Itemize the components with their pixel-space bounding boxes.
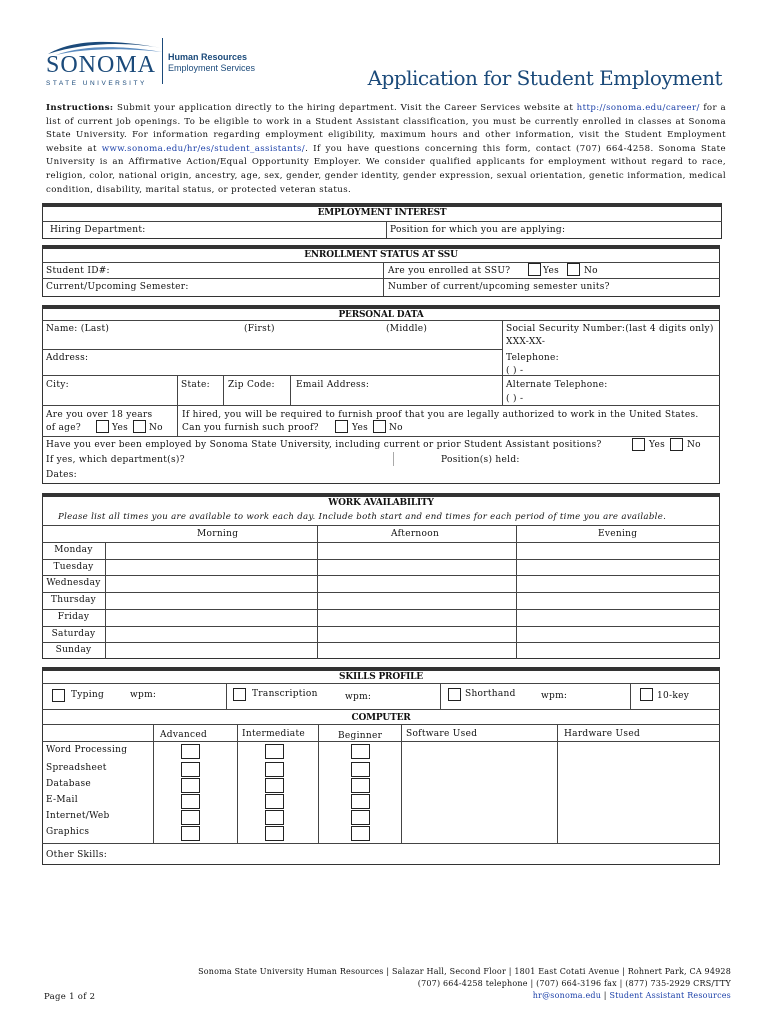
availability-slot-morning[interactable] bbox=[105, 559, 317, 576]
logo-sub: STATE UNIVERSITY bbox=[46, 80, 147, 87]
row-divider bbox=[42, 349, 502, 350]
email-field[interactable]: Email Address: bbox=[296, 380, 370, 390]
positions-held-field[interactable]: Position(s) held: bbox=[441, 455, 520, 465]
availability-slot-afternoon[interactable] bbox=[317, 609, 516, 626]
dates-field[interactable]: Dates: bbox=[46, 470, 77, 480]
availability-slot-afternoon[interactable] bbox=[317, 542, 516, 559]
day-label: Saturday bbox=[51, 628, 96, 639]
availability-slot-evening[interactable] bbox=[516, 592, 720, 609]
availability-slot-morning[interactable] bbox=[105, 642, 317, 659]
hiring-department-field[interactable]: Hiring Department: bbox=[50, 225, 146, 235]
day-label: Friday bbox=[57, 611, 90, 622]
availability-slot-evening[interactable] bbox=[516, 626, 720, 643]
skill-level-checkbox-advanced[interactable] bbox=[181, 810, 200, 825]
skill-level-checkbox-advanced[interactable] bbox=[181, 794, 200, 809]
row-divider bbox=[42, 525, 720, 526]
other-skills-field[interactable]: Other Skills: bbox=[46, 850, 108, 860]
dept-line-2: Employment Services bbox=[168, 63, 256, 73]
proof-text: If hired, you will be required to furnish proof that you are legally authorized to work in the United States. bbox=[182, 410, 699, 420]
student-employment-link[interactable]: www.sonoma.edu/hr/es/student_assistants/ bbox=[101, 143, 306, 154]
skill-level-checkbox-intermediate[interactable] bbox=[265, 794, 284, 809]
proof-no-label: No bbox=[389, 423, 403, 433]
over18-yes-checkbox[interactable] bbox=[96, 420, 109, 433]
employment-header: EMPLOYMENT INTEREST bbox=[317, 208, 447, 218]
dept-line-1: Human Resources bbox=[168, 52, 248, 62]
typing-label: Typing bbox=[71, 690, 105, 700]
alt-telephone-field[interactable]: ( ) - bbox=[506, 394, 524, 404]
units-field[interactable]: Number of current/upcoming semester units? bbox=[388, 282, 610, 292]
address-field[interactable]: Address: bbox=[46, 353, 89, 363]
student-assistant-resources-link[interactable]: Student Assistant Resources bbox=[609, 991, 731, 1000]
col-divider bbox=[440, 683, 441, 709]
col-divider bbox=[630, 683, 631, 709]
col-divider bbox=[226, 683, 227, 709]
availability-slot-evening[interactable] bbox=[516, 642, 720, 659]
enrolled-no-label: No bbox=[584, 266, 598, 276]
availability-slot-afternoon[interactable] bbox=[317, 626, 516, 643]
col-afternoon: Afternoon bbox=[391, 529, 440, 539]
employed-question: Have you ever been employed by Sonoma State University, including current or prior Student Assistant positions? bbox=[46, 440, 602, 450]
computer-skill-label: Database bbox=[46, 779, 92, 789]
software-used-header: Software Used bbox=[406, 729, 478, 739]
skill-level-checkbox-beginner[interactable] bbox=[351, 794, 370, 809]
transcription-checkbox[interactable] bbox=[233, 688, 246, 701]
col-divider bbox=[502, 320, 503, 405]
availability-slot-evening[interactable] bbox=[516, 575, 720, 592]
typing-wpm-field[interactable]: wpm: bbox=[130, 690, 157, 700]
level-beginner: Beginner bbox=[338, 731, 383, 741]
telephone-label: Telephone: bbox=[506, 353, 559, 363]
semester-field[interactable]: Current/Upcoming Semester: bbox=[46, 282, 189, 292]
row-divider bbox=[42, 405, 720, 406]
proof-yes-checkbox[interactable] bbox=[335, 420, 348, 433]
skill-level-checkbox-intermediate[interactable] bbox=[265, 762, 284, 777]
over18-no-label: No bbox=[149, 423, 163, 433]
employed-no-checkbox[interactable] bbox=[670, 438, 683, 451]
footer-links bbox=[198, 990, 731, 1002]
footer-phones: (707) 664-4258 telephone | (707) 664-3196 fax | (877) 735-2929 CRS/TTY bbox=[417, 979, 731, 988]
day-label: Sunday bbox=[55, 645, 92, 656]
skill-level-checkbox-beginner[interactable] bbox=[351, 744, 370, 759]
availability-slot-afternoon[interactable] bbox=[317, 592, 516, 609]
row-divider bbox=[42, 724, 720, 725]
availability-slot-evening[interactable] bbox=[516, 609, 720, 626]
day-label: Tuesday bbox=[53, 561, 94, 572]
skill-level-checkbox-intermediate[interactable] bbox=[265, 744, 284, 759]
over18-no-checkbox[interactable] bbox=[133, 420, 146, 433]
instructions-label: Instructions: bbox=[46, 103, 114, 113]
enrolled-no-checkbox[interactable] bbox=[567, 263, 580, 276]
page-number: Page 1 of 2 bbox=[44, 992, 96, 1002]
hr-email-link[interactable]: hr@sonoma.edu bbox=[532, 991, 602, 1000]
instructions-text-2: for a list of current job openings. To be eligible to work in a Student Assistant classification, you must be currently enrolled in classes at Sonoma State University. For information regarding employment eligibility, maximum hours and other information, visit the Student Employment website at bbox=[46, 103, 726, 154]
proof-no-checkbox[interactable] bbox=[373, 420, 386, 433]
alt-telephone-label: Alternate Telephone: bbox=[506, 380, 608, 390]
skill-level-checkbox-advanced[interactable] bbox=[181, 762, 200, 777]
computer-skill-label: E-Mail bbox=[46, 795, 78, 805]
footer-separator: | bbox=[601, 991, 610, 1000]
availability-slot-evening[interactable] bbox=[516, 559, 720, 576]
instructions-text-1: Submit your application directly to the hiring department. Visit the Career Services website at bbox=[113, 103, 577, 113]
availability-note: Please list all times you are available to work each day. Include both start and end times for each period of time you are available. bbox=[58, 512, 667, 522]
personal-header: PERSONAL DATA bbox=[338, 310, 424, 320]
computer-skill-label: Internet/Web bbox=[46, 811, 110, 821]
instructions-text-3: . If you have questions concerning this form, contact (707) 664-4258. Sonoma State University is an Affirmative Action/Equal Opportunity Employer. We consider qualified applicants for employment without regard to race, religion, color, national origin, ancestry, age, sex, gender, gender identity, gender expression, sexual orientation, genetic information, medical condition, disability, marital status, or protected veteran status. bbox=[46, 143, 726, 195]
enrolled-yes-label: Yes bbox=[543, 266, 560, 276]
availability-slot-morning[interactable] bbox=[105, 609, 317, 626]
shorthand-wpm-field[interactable]: wpm: bbox=[541, 691, 568, 701]
name-first-field[interactable]: (First) bbox=[244, 324, 275, 334]
day-label: Thursday bbox=[50, 595, 97, 606]
level-advanced: Advanced bbox=[160, 730, 208, 740]
tenkey-checkbox[interactable] bbox=[640, 688, 653, 701]
city-field[interactable]: City: bbox=[46, 380, 69, 390]
row-divider bbox=[42, 221, 722, 222]
skill-level-checkbox-beginner[interactable] bbox=[351, 826, 370, 841]
over18-label: Are you over 18 years bbox=[46, 410, 153, 420]
skill-level-checkbox-beginner[interactable] bbox=[351, 762, 370, 777]
zip-field[interactable]: Zip Code: bbox=[228, 380, 275, 390]
logo-name: SONOMA bbox=[46, 52, 157, 78]
row-divider bbox=[42, 741, 720, 742]
telephone-field[interactable]: ( ) - bbox=[506, 366, 524, 376]
computer-skill-label: Graphics bbox=[46, 827, 90, 837]
proof-question: Can you furnish such proof? bbox=[182, 423, 319, 433]
col-divider bbox=[386, 221, 387, 238]
skill-level-checkbox-advanced[interactable] bbox=[181, 778, 200, 793]
row-divider bbox=[42, 709, 720, 710]
skill-level-checkbox-beginner[interactable] bbox=[351, 778, 370, 793]
availability-slot-evening[interactable] bbox=[516, 542, 720, 559]
name-middle-field[interactable]: (Middle) bbox=[386, 324, 428, 334]
level-intermediate: Intermediate bbox=[242, 729, 306, 739]
employed-no-label: No bbox=[687, 440, 701, 450]
enrolled-yes-checkbox[interactable] bbox=[528, 263, 541, 276]
department-name bbox=[168, 52, 255, 74]
over18-yes-label: Yes bbox=[112, 423, 129, 433]
col-divider bbox=[383, 262, 384, 296]
logo-divider bbox=[162, 38, 163, 84]
col-divider bbox=[177, 375, 178, 436]
career-link[interactable]: http://sonoma.edu/career/ bbox=[576, 103, 700, 113]
enrolled-label: Are you enrolled at SSU? bbox=[388, 266, 511, 276]
shorthand-checkbox[interactable] bbox=[448, 688, 461, 701]
ssn-label: Social Security Number:(last 4 digits only) bbox=[506, 324, 714, 334]
student-id-field[interactable]: Student ID#: bbox=[46, 266, 110, 276]
row-divider bbox=[42, 843, 720, 844]
availability-slot-morning[interactable] bbox=[105, 592, 317, 609]
skill-level-checkbox-intermediate[interactable] bbox=[265, 810, 284, 825]
col-divider bbox=[401, 724, 402, 843]
skill-level-checkbox-intermediate[interactable] bbox=[265, 826, 284, 841]
skills-header: SKILLS PROFILE bbox=[339, 672, 423, 682]
employed-yes-label: Yes bbox=[649, 440, 666, 450]
computer-skill-label: Spreadsheet bbox=[46, 763, 107, 773]
col-divider bbox=[237, 724, 238, 843]
computer-header: COMPUTER bbox=[351, 713, 411, 723]
transcription-label: Transcription bbox=[252, 689, 318, 699]
hardware-used-header: Hardware Used bbox=[564, 729, 641, 739]
col-divider bbox=[223, 375, 224, 405]
skill-level-checkbox-beginner[interactable] bbox=[351, 810, 370, 825]
enrollment-header: ENROLLMENT STATUS AT SSU bbox=[304, 250, 458, 260]
col-divider bbox=[393, 452, 394, 466]
col-divider bbox=[290, 375, 291, 405]
day-label: Wednesday bbox=[46, 578, 101, 589]
col-divider bbox=[153, 724, 154, 843]
state-field[interactable]: State: bbox=[181, 380, 210, 390]
position-field[interactable]: Position for which you are applying: bbox=[390, 225, 566, 235]
typing-checkbox[interactable] bbox=[52, 689, 65, 702]
footer-contact bbox=[198, 966, 731, 1002]
availability-slot-afternoon[interactable] bbox=[317, 575, 516, 592]
availability-slot-morning[interactable] bbox=[105, 626, 317, 643]
shorthand-label: Shorthand bbox=[465, 689, 516, 699]
availability-slot-morning[interactable] bbox=[105, 575, 317, 592]
proof-yes-label: Yes bbox=[352, 423, 369, 433]
availability-header: WORK AVAILABILITY bbox=[328, 498, 434, 508]
row-divider bbox=[42, 375, 720, 376]
tenkey-label: 10-key bbox=[657, 691, 690, 701]
availability-slot-afternoon[interactable] bbox=[317, 559, 516, 576]
availability-slot-afternoon[interactable] bbox=[317, 642, 516, 659]
transcription-wpm-field[interactable]: wpm: bbox=[345, 692, 372, 702]
skill-level-checkbox-advanced[interactable] bbox=[181, 826, 200, 841]
computer-skill-label: Word Processing bbox=[46, 745, 128, 755]
row-divider bbox=[42, 683, 720, 684]
skill-level-checkbox-advanced[interactable] bbox=[181, 744, 200, 759]
row-divider bbox=[42, 320, 720, 321]
row-divider bbox=[42, 262, 720, 263]
day-label: Monday bbox=[54, 545, 93, 555]
row-divider bbox=[42, 278, 720, 279]
col-evening: Evening bbox=[598, 529, 638, 539]
ssn-field[interactable]: XXX-XX- bbox=[506, 337, 546, 347]
name-last-field[interactable]: Name: (Last) bbox=[46, 324, 110, 334]
footer-address: Sonoma State University Human Resources | Salazar Hall, Second Floor | 1801 East Cotati Avenue | Rohnert Park, CA 94928 bbox=[198, 967, 731, 976]
col-divider bbox=[318, 724, 319, 843]
row-divider bbox=[42, 436, 720, 437]
page-title: Application for Student Employment bbox=[367, 66, 722, 90]
availability-slot-morning[interactable] bbox=[105, 542, 317, 559]
employed-yes-checkbox[interactable] bbox=[632, 438, 645, 451]
over18-label-2: of age? bbox=[46, 423, 81, 433]
col-morning: Morning bbox=[197, 529, 239, 539]
col-divider bbox=[557, 724, 558, 843]
skill-level-checkbox-intermediate[interactable] bbox=[265, 778, 284, 793]
instructions bbox=[46, 102, 726, 197]
which-department-field[interactable]: If yes, which department(s)? bbox=[46, 455, 185, 465]
